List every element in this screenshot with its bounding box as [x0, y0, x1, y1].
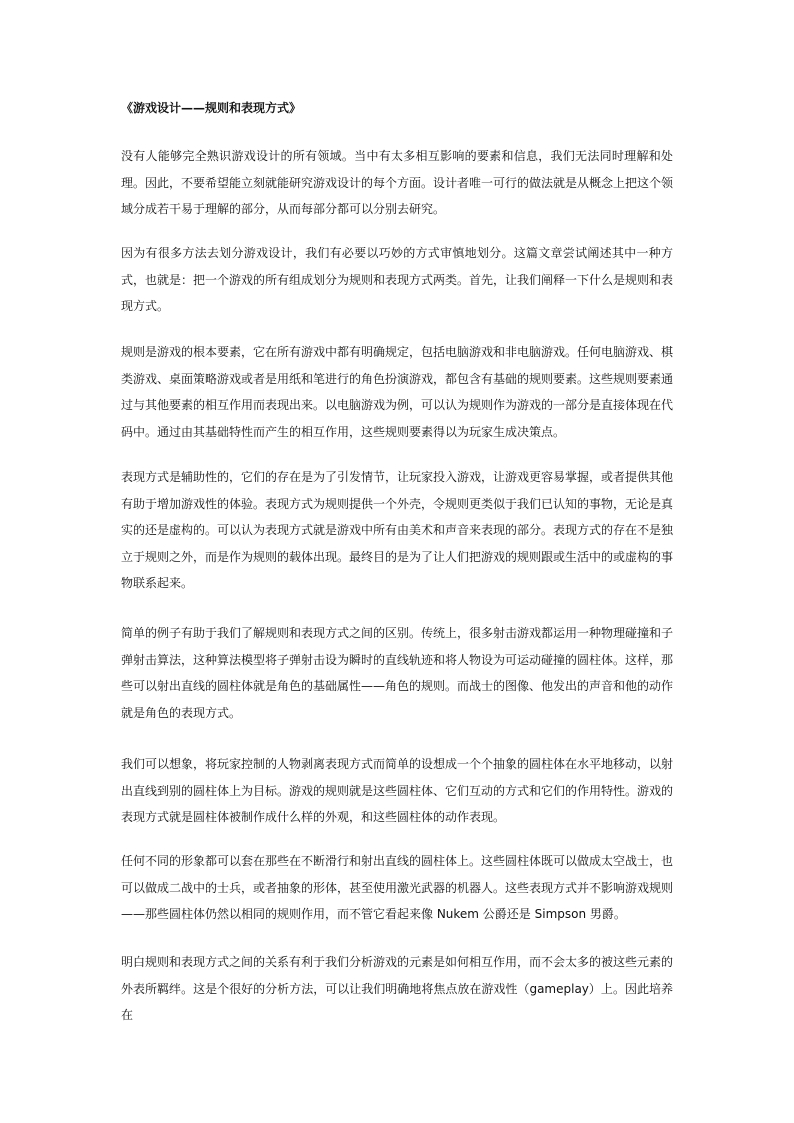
document-title: 《游戏设计——规则和表现方式》 — [121, 101, 302, 115]
paragraph-2: 因为有很多方法去划分游戏设计，我们有必要以巧妙的方式审慎地划分。这篇文章尝试阐述其中一种方式，也就是：把一个游戏的所有组成划分为规则和表现方式两类。首先，让我们阐释一下什么是规则和表现方式。 — [121, 246, 674, 313]
paragraph-5: 简单的例子有助于我们了解规则和表现方式之间的区别。传统上，很多射击游戏都运用一种物理碰撞和子弹射击算法，这种算法模型将子弹射击设为瞬时的直线轨迹和将人物设为可运动碰撞的圆柱体。这样，那些可以射出直线的圆柱体就是角色的基础属性——角色的规则。而战士的图像、他发出的声音和他的动作就是角色的表现方式。 — [121, 626, 674, 720]
paragraph-6: 我们可以想象，将玩家控制的人物剥离表现方式而简单的设想成一个个抽象的圆柱体在水平地移动，以射出直线到别的圆柱体上为目标。游戏的规则就是这些圆柱体、它们互动的方式和它们的作用特性。游戏的表现方式就是圆柱体被制作成什么样的外观，和这些圆柱体的动作表现。 — [121, 757, 674, 824]
paragraph-3: 规则是游戏的根本要素，它在所有游戏中都有明确规定，包括电脑游戏和非电脑游戏。任何电脑游戏、棋类游戏、桌面策略游戏或者是用纸和笔进行的角色扮演游戏，都包含有基础的规则要素。这些规则要素通过与其他要素的相互作用而表现出来。以电脑游戏为例，可以认为规则作为游戏的一部分是直接体现在代码中。通过由其基础特性而产生的相互作用，这些规则要素得以为玩家生成决策点。 — [121, 345, 674, 439]
paragraph-4: 表现方式是辅助性的，它们的存在是为了引发情节，让玩家投入游戏，让游戏更容易掌握，或者提供其他有助于增加游戏性的体验。表现方式为规则提供一个外壳，令规则更类似于我们已认知的事物，无论是真实的还是虚构的。可以认为表现方式就是游戏中所有由美术和声音来表现的部分。表现方式的存在不是独立于规则之外，而是作为规则的载体出现。最终目的是为了让人们把游戏的规则跟或生活中的或虚构的事物联系起来。 — [121, 470, 674, 590]
paragraph-7: 任何不同的形象都可以套在那些在不断滑行和射出直线的圆柱体上。这些圆柱体既可以做成太空战士，也可以做成二战中的士兵，或者抽象的形体，甚至使用激光武器的机器人。这些表现方式并不影响游戏规则——那些圆柱体仍然以相同的规则作用，而不管它看起来像 Nukem 公爵还是 Simpson 男爵。 — [121, 854, 674, 921]
paragraph-8: 明白规则和表现方式之间的关系有利于我们分析游戏的元素是如何相互作用，而不会太多的被这些元素的外表所羁绊。这是个很好的分析方法，可以让我们明确地将焦点放在游戏性（gameplay）上。因此培养在 — [121, 955, 674, 1022]
paragraph-1: 没有人能够完全熟识游戏设计的所有领域。当中有太多相互影响的要素和信息，我们无法同时理解和处理。因此，不要希望能立刻就能研究游戏设计的每个方面。设计者唯一可行的做法就是从概念上把这个领域分成若干易于理解的部分，从而每部分都可以分别去研究。 — [121, 149, 674, 216]
